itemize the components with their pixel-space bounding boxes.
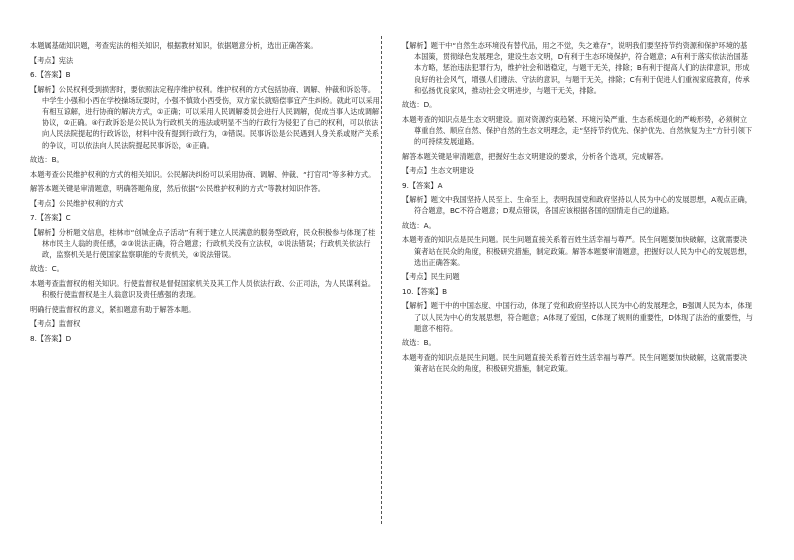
paragraph: 9.【答案】A [402, 180, 443, 190]
paragraph: 【解析】公民权利受到损害时，要依照法定程序维护权利。维护权利的方式包括协商、调解、仲裁和诉讼等。中学生小强和小西在学校操场玩耍时，小强不慎致小西受伤，双方家长就赔偿事宜产生纠纷。就此可以采用有相互谅解，进行协商的解决方式，①正确；可以采用人民调解委员会进行人民调解，促成当事人达成调解协议，②正确。④行政诉讼是公民认为行政机关的违法或明显不当的行政行为侵犯了自己的权利，可以依法向人民法院提起的行政诉讼，材料中没有提到行政行为，③错误。民事诉讼是公民遇到人身关系或财产关系的争议，可以依法向人民法院提起民事诉讼，④正确。 [30, 84, 380, 150]
paragraph: 本题考查的知识点是民生问题。民生问题直接关系着百姓生活幸福与尊严。民生问题要加快破解，这就需要决策者站在民众的角度，积极研究措施，制定政策。 [402, 352, 748, 373]
paragraph: 本题考查监督权的相关知识。行使监督权是督促国家机关及其工作人员依法行政、公正司法，为人民谋利益。积极行使监督权是主人翁意识及责任感强的表现。 [30, 278, 376, 300]
left-column [30, 40, 382, 347]
paragraph: 故选：D。 [402, 100, 437, 110]
paragraph: 【考点】生态文明建设 [402, 166, 474, 176]
paragraph: 明确行使监督权的意义，紧扣题意有助于解答本题。 [30, 304, 196, 314]
paragraph: 故选：B。 [402, 338, 436, 348]
column-divider [381, 36, 382, 524]
paragraph: 本题考查的知识点是生态文明建设。面对资源约束趋紧、环境污染严重、生态系统退化的严峻形势，必须树立尊重自然、顺应自然、保护自然的生态文明理念，走“坚持节约优先、保护优先、自然恢复为主”方针引领下的可持续发展道路。 [402, 114, 753, 147]
paragraph: 解答本题关键是审清题意，把握好生态文明建设的要求，分析各个选项，完成解答。 [402, 151, 668, 161]
paragraph: 【解析】分析题文信息，桂林市“创城金点子活动”有利于建立人民满意的服务型政府，民众积极参与体现了桂林市民主人翁的责任感，②③说法正确，符合题意；行政机关没有立法权，①说法错误；行政机关依法行政，监察机关是行使国家监察职能的专责机关，④说法错误。 [30, 227, 376, 259]
paragraph: 10.【答案】B [402, 286, 448, 296]
paragraph: 【考点】宪法 [30, 55, 74, 65]
paragraph: 本题考查的知识点是民生问题。民生问题直接关系着百姓生活幸福与尊严。民生问题要加快破解，这就需要决策者站在民众的角度，积极研究措施，制定政策。解答本题要审清题意，把握好以人民为中心的发展思想，选出正确答案。 [402, 235, 752, 267]
paragraph: 【考点】公民维护权利的方式 [30, 198, 124, 208]
paragraph: 【解析】题干中的中国态度、中国行动，体现了党和政府坚持以人民为中心的发展理念，B强调人民为本，体现了以人民为中心的发展思想，符合题意；A体现了爱国，C体现了规则的重要性，D体现了法治的重要性，与题意不相符。 [402, 301, 753, 333]
paragraph: 故选：C。 [30, 264, 64, 274]
paragraph: 【解析】题文中我国坚持人民至上、生命至上，表明我国党和政府坚持以人民为中心的发展思想，A观点正确，符合题意，BC不符合题意；D观点错误，各国应该根据各国的国情走自己的道路。 [402, 195, 752, 216]
paragraph: 8.【答案】D [30, 333, 72, 343]
paragraph: 【考点】民生问题 [402, 272, 460, 282]
paragraph: 解答本题关键是审清题意，明确答题角度，然后依据“公民维护权利的方式”等教材知识作答。 [30, 184, 325, 194]
paragraph: 故选：A。 [402, 220, 436, 230]
paragraph: 本题考查公民维护权利的方式的相关知识。公民解决纠纷可以采用协商、调解、仲裁、“打官司”等多种方式。 [30, 169, 376, 179]
paragraph: 【解析】题干中“自然生态环境没有替代品，用之不觉，失之难存”，说明我们要坚持节约资源和保护环境的基本国策，贯彻绿色发展理念，建设生态文明，D有利于生态环境保护，符合题意；A有利于落实依法治国基本方略，惩治违法犯罪行为，维护社会和谐稳定，与题干无关，排除；B有利于提高人们的法律意识，形成良好的社会风气，增强人们遵法、守法的意识，与题干无关，排除；C有利于促进人们重视家庭教育，传承和弘扬优良家风，推动社会文明进步，与题干无关，排除。 [402, 41, 750, 95]
paragraph: 6.【答案】B [30, 70, 71, 79]
paragraph: 故选：B。 [30, 155, 64, 165]
paragraph: 【考点】监督权 [30, 319, 81, 329]
paragraph: 本题属基础知识题，考查宪法的相关知识，根据教材知识，依据题意分析，选出正确答案。 [30, 41, 318, 50]
paragraph: 7.【答案】C [30, 213, 71, 223]
right-column [402, 40, 754, 377]
